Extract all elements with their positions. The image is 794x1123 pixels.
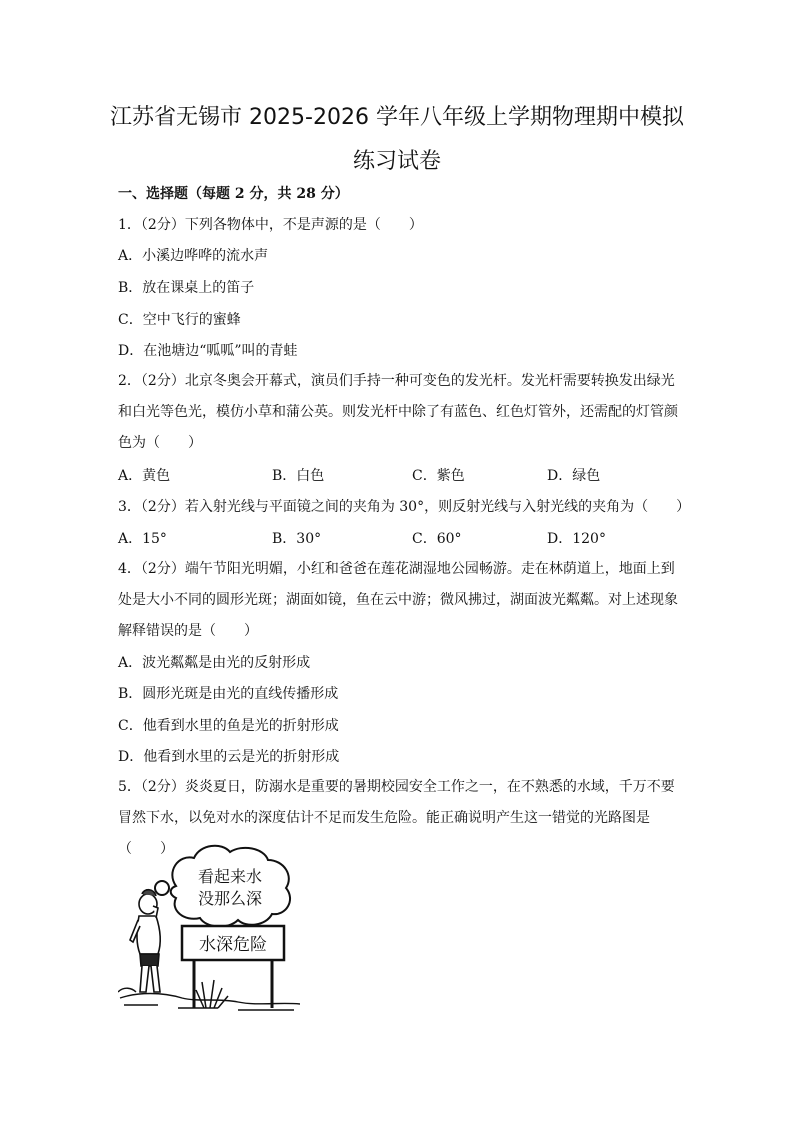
section-heading: 一、选择题（每题 2 分，共 28 分） — [118, 186, 349, 202]
question-3-stem: 3．（2分）若入射光线与平面镜之间的夹角为 30°，则反射光线与入射光线的夹角为（ ） — [118, 499, 691, 515]
bubble-text-line2: 没那么深 — [197, 889, 263, 908]
sign-text: 水深危险 — [199, 935, 267, 955]
question-4-option-b: B．圆形光斑是由光的直线传播形成 — [118, 686, 339, 702]
question-2-option-a: A．黄色 — [118, 468, 171, 484]
question-3-option-d: D．120° — [547, 531, 606, 547]
question-2-option-b: B．白色 — [272, 468, 325, 484]
question-5-stem: 5．（2分）炎炎夏日，防溺水是重要的暑期校园安全工作之一，在不熟悉的水域，千万不要冒然下水，以免对水的深度估计不足而发生危险。能正确说明产生这一错觉的光路图是（ ） — [118, 779, 675, 857]
question-1-option-c: C．空中飞行的蜜蜂 — [118, 312, 241, 328]
reeds — [196, 980, 228, 1008]
boy-figure — [130, 890, 160, 992]
question-1-option-b: B．放在课桌上的笛子 — [118, 280, 255, 296]
question-1-option-d: D．在池塘边“呱呱”叫的青蛙 — [118, 343, 298, 359]
question-4-option-c: C．他看到水里的鱼是光的折射形成 — [118, 718, 339, 734]
question-2-option-c: C．紫色 — [412, 468, 465, 484]
question-4-option-d: D．他看到水里的云是光的折射形成 — [118, 749, 340, 765]
exam-title: 江苏省无锡市 2025-2026 学年八年级上学期物理期中模拟练习试卷 — [110, 105, 684, 174]
thought-dot-large — [155, 881, 169, 895]
question-1-option-a: A．小溪边哗哗的流水声 — [118, 248, 269, 264]
question-4-option-a: A．波光粼粼是由光的反射形成 — [118, 655, 311, 671]
question-3-option-a: A．15° — [118, 531, 167, 547]
question-4-stem: 4．（2分）端午节阳光明媚，小红和爸爸在莲花湖湿地公园畅游。走在林荫道上，地面上到处是大小不同的圆形光斑；湖面如镜，鱼在云中游；微风拂过，湖面波光粼粼。对上述现象解释错误的是（ ） — [118, 561, 678, 639]
question-5-illustration — [118, 842, 300, 1012]
question-3-option-c: C．60° — [412, 531, 462, 547]
question-3-option-b: B．30° — [272, 531, 322, 547]
question-2-option-d: D．绿色 — [547, 468, 601, 484]
thought-bubble — [171, 846, 290, 927]
question-1-stem: 1．（2分）下列各物体中，不是声源的是（ ） — [118, 217, 423, 233]
question-2-stem: 2．（2分）北京冬奥会开幕式，演员们手持一种可变色的发光杆。发光杆需要转换发出绿光和白光等色光，模仿小草和蒲公英。则发光杆中除了有蓝色、红色灯管外，还需配的灯管颜色为（ ） — [118, 373, 678, 451]
bubble-text-line1: 看起来水 — [197, 867, 263, 886]
